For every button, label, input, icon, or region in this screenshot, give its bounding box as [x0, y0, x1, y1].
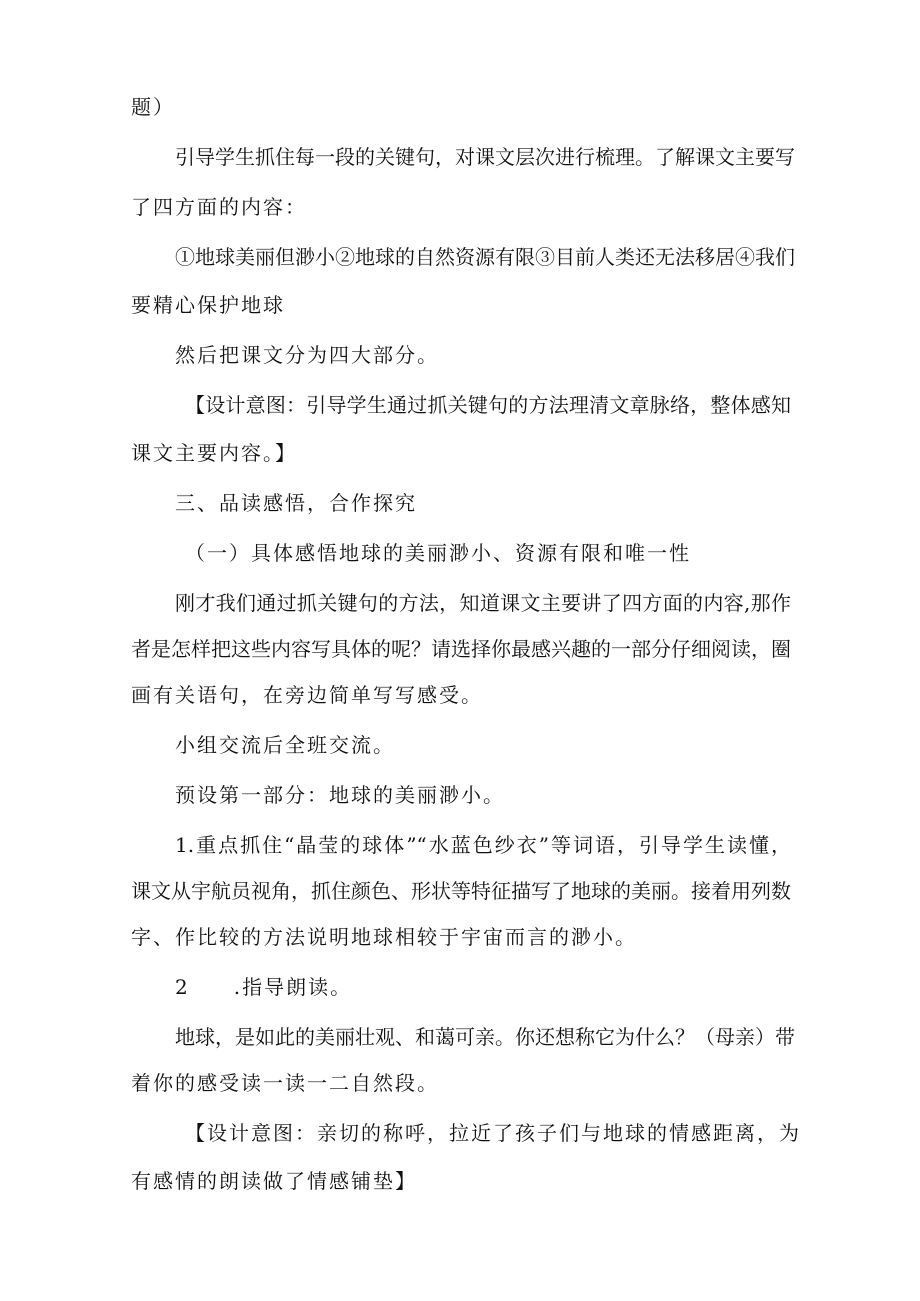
text-line-23: 有感情的朗读做了情感铺垫】 — [131, 1169, 417, 1193]
text-line-12: 者是怎样把这些内容写具体的呢？请选择你最感兴趣的一部分仔细阅读，圈 — [131, 637, 791, 661]
text-line-7: 【设计意图：引导学生通过抓关键句的方法理清文章脉络，整体感知 — [185, 393, 791, 417]
text-line-21: 着你的感受读一读一二自然段。 — [131, 1071, 439, 1095]
text-line-1: 题） — [131, 95, 175, 119]
subsection-heading: （一）具体感悟地球的美丽渺小、资源有限和唯一性 — [185, 541, 691, 565]
text-line-16: 1.重点抓住“晶莹的球体”“水蓝色纱衣”等词语，引导学生读懂， — [175, 833, 791, 857]
text-line-3: 了四方面的内容： — [131, 195, 307, 219]
section-heading: 三、品读感悟，合作探究 — [175, 491, 417, 515]
text-line-8: 课文主要内容。】 — [131, 441, 297, 465]
text-line-17: 课文从宇航员视角，抓住颜色、形状等特征描写了地球的美丽。接着用列数 — [131, 879, 791, 903]
text-line-19: 2 .指导朗读。 — [175, 975, 353, 999]
text-line-13: 画有关语句，在旁边简单写写感受。 — [131, 683, 483, 707]
text-line-6: 然后把课文分为四大部分。 — [175, 343, 439, 367]
text-line-18: 字、作比较的方法说明地球相较于宇宙而言的渺小。 — [131, 925, 637, 949]
text-line-14: 小组交流后全班交流。 — [175, 733, 395, 757]
text-line-15: 预设第一部分：地球的美丽渺小。 — [175, 783, 505, 807]
text-line-4: ①地球美丽但渺小②地球的自然资源有限③目前人类还无法移居④我们 — [175, 245, 795, 269]
text-line-20: 地球，是如此的美丽壮观、和蔼可亲。你还想称它为什么？（母亲）带 — [175, 1025, 795, 1049]
text-line-5: 要精心保护地球 — [131, 293, 285, 317]
text-line-2: 引导学生抓住每一段的关键句，对课文层次进行梳理。了解课文主要写 — [175, 145, 795, 169]
text-line-11: 刚才我们通过抓关键句的方法，知道课文主要讲了四方面的内容,那作 — [175, 591, 791, 615]
text-line-22: 【设计意图：亲切的称呼，拉近了孩子们与地球的情感距离，为 — [185, 1121, 801, 1145]
